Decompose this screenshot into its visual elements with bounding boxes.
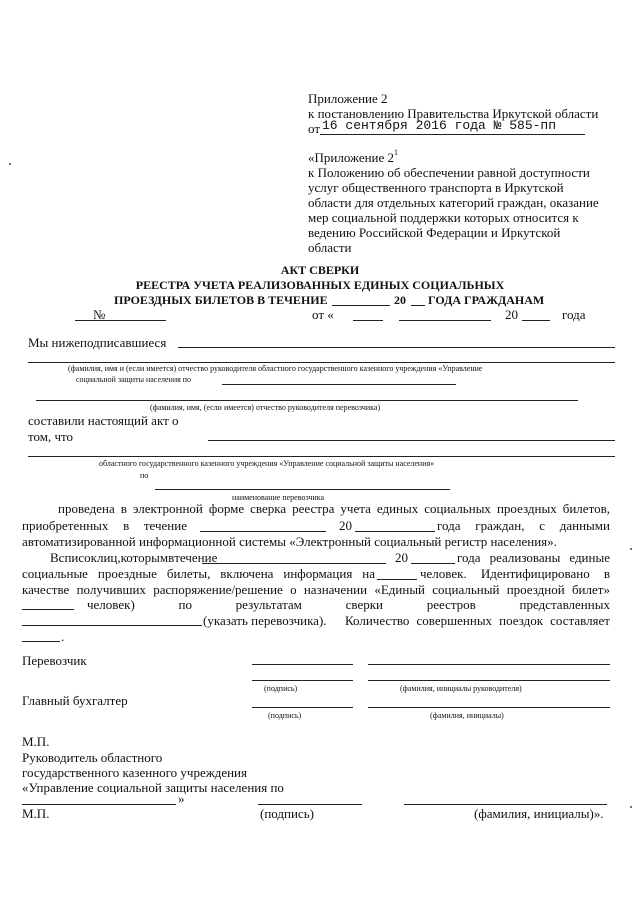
body-p2-period-blank xyxy=(202,563,386,564)
head-sign-line xyxy=(258,804,362,805)
heading-title: АКТ СВЕРКИ xyxy=(280,263,360,277)
heading-line3-year: 20 xyxy=(394,293,406,307)
heading-line2: РЕЕСТРА УЧЕТА РЕАЛИЗОВАННЫХ ЕДИНЫХ СОЦИАЛЬНЫХ xyxy=(135,278,505,292)
carrier-name-blank xyxy=(155,489,450,490)
carrier-head-caption: (фамилия, инициалы руководителя) xyxy=(400,684,522,693)
body-p1-year: 20 xyxy=(339,518,352,533)
act-year-label: года xyxy=(562,307,586,322)
body-p2-carrier-blank xyxy=(22,625,202,626)
caption-head-region: социальной защиты населения по xyxy=(76,375,192,384)
carrier-sign-caption: (подпись) xyxy=(264,684,298,693)
signer-line xyxy=(28,362,615,363)
heading-line3c: ГОДА ГРАЖДАНАМ xyxy=(428,293,545,307)
act-date-from: от « xyxy=(312,307,334,322)
scan-speck xyxy=(630,548,632,550)
accountant-sign-caption: (подпись) xyxy=(268,711,302,720)
head-name-caption: (фамилия, инициалы)». xyxy=(474,806,604,821)
accountant-name-line xyxy=(368,707,610,708)
body-p1-period-blank xyxy=(200,531,326,532)
inner-appendix-line: мер социальной поддержки которых относится к xyxy=(308,210,579,225)
act-day-blank xyxy=(353,320,383,321)
carrier-head-line xyxy=(36,400,578,401)
scan-speck xyxy=(630,806,632,808)
carrier-label: Перевозчик xyxy=(22,653,87,668)
scan-speck xyxy=(9,163,11,165)
body-p2-trips-blank xyxy=(22,641,60,642)
accountant-label: Главный бухгалтер xyxy=(22,693,128,708)
caption-head-name: (фамилия, имя и (если имеется) отчество руководителя областного государственного казенного учреждения «Управление xyxy=(68,364,483,373)
body-p1-line2b: года граждан, с данными xyxy=(437,518,610,533)
body-p2-specify-carrier: (указать перевозчика). xyxy=(203,613,327,628)
body-p2-line2a: социальные проездные билеты, включена информация на xyxy=(22,566,375,581)
head-line2: государственного казенного учреждения xyxy=(22,765,247,780)
inner-appendix-line: к Положению об обеспечении равной доступности xyxy=(308,165,590,180)
carrier-sign-line-1 xyxy=(252,664,353,665)
head-region-blank xyxy=(22,804,176,805)
act-number-label: № xyxy=(93,307,106,322)
caption-by: по xyxy=(140,471,149,480)
body-p2-line4: человек) по результатам сверки реестров представленных xyxy=(87,597,610,612)
seal-label-1: М.П. xyxy=(22,734,50,749)
accountant-name-caption: (фамилия, инициалы) xyxy=(430,711,504,720)
caption-institution: областного государственного казенного учреждения «Управление социальной защиты населения» xyxy=(99,459,435,468)
caption-carrier-head: (фамилия, имя, (если имеется) отчество руководителя перевозчика) xyxy=(150,403,381,412)
head-name-line xyxy=(404,804,607,805)
body-p1-year-blank xyxy=(355,531,435,532)
caption-carrier-name: наименование перевозчика xyxy=(232,493,325,502)
heading-period-blank xyxy=(332,305,390,306)
inner-appendix-line: ведению Российской Федерации и Иркутской xyxy=(308,225,561,240)
we-undersigned-label: Мы нижеподписавшиеся xyxy=(28,335,167,350)
inner-appendix-line: услуг общественного транспорта в Иркутской xyxy=(308,180,564,195)
body-p1-line1: проведена в электронной форме сверка реестра учета единых социальных проездных билетов, xyxy=(58,501,610,516)
act-number-blank xyxy=(75,320,166,321)
drew-up-line2: том, что xyxy=(28,429,74,444)
inner-appendix-line: области для отдельных категорий граждан, оказание xyxy=(308,195,599,210)
inner-appendix-title: «Приложение $2^1$ xyxy=(308,148,399,165)
seal-label-2: М.П. xyxy=(22,806,50,821)
institution-line xyxy=(28,456,615,457)
heading-line3a: ПРОЕЗДНЫХ БИЛЕТОВ В ТЕЧЕНИЕ xyxy=(114,293,328,307)
body-p1-line2a: приобретенных в течение xyxy=(22,518,187,533)
body-p1-line3: автоматизированной информационной системы «Электронный социальный регистр населения». xyxy=(22,534,557,549)
appendix-title: Приложение 2 xyxy=(308,91,388,106)
drew-up-line1: составили настоящий акт о xyxy=(28,413,179,428)
accountant-sign-line xyxy=(252,707,353,708)
body-p2-line1b: года реализованы единые xyxy=(457,550,610,565)
appendix-from-label: от xyxy=(308,121,321,136)
carrier-name-line-2 xyxy=(368,680,610,681)
head-sign-caption: (подпись) xyxy=(260,806,314,821)
head-line4-end: » xyxy=(178,791,185,806)
act-month-blank xyxy=(399,320,491,321)
body-p2-line2b: человек. Идентифицировано в xyxy=(420,566,610,581)
appendix-resolution: к постановлению Правительства Иркутской области xyxy=(308,106,599,121)
body-p2-line1a: В список лиц, которым в течение xyxy=(50,550,218,565)
body-p2-line5b: Количество совершенных поездок составляет xyxy=(345,613,610,628)
head-line3: «Управление социальной защиты населения по xyxy=(22,780,284,795)
body-p2-line3: качестве получивших распоряжение/решение о назначении «Единый социальный проездной билет» xyxy=(22,582,610,597)
act-year: 20 xyxy=(505,307,518,322)
act-year-blank xyxy=(522,320,550,321)
we-undersigned-blank xyxy=(178,347,615,348)
region-blank xyxy=(222,384,456,385)
appendix-date: 16 сентября 2016 года № 585-пп xyxy=(322,118,557,133)
head-line1: Руководитель областного xyxy=(22,750,163,765)
heading-year-blank xyxy=(411,305,425,306)
body-p2-year-blank xyxy=(411,563,455,564)
body-p2-count-blank xyxy=(377,579,417,580)
body-p2-end-period: . xyxy=(61,629,65,644)
body-p2-identified-blank xyxy=(22,609,74,610)
drew-up-blank xyxy=(208,440,615,441)
carrier-name-line-1 xyxy=(368,664,610,665)
inner-appendix-line: области xyxy=(308,240,352,255)
body-p2-year: 20 xyxy=(395,550,408,565)
appendix-date-underline xyxy=(320,134,585,135)
carrier-sign-line-2 xyxy=(252,680,353,681)
